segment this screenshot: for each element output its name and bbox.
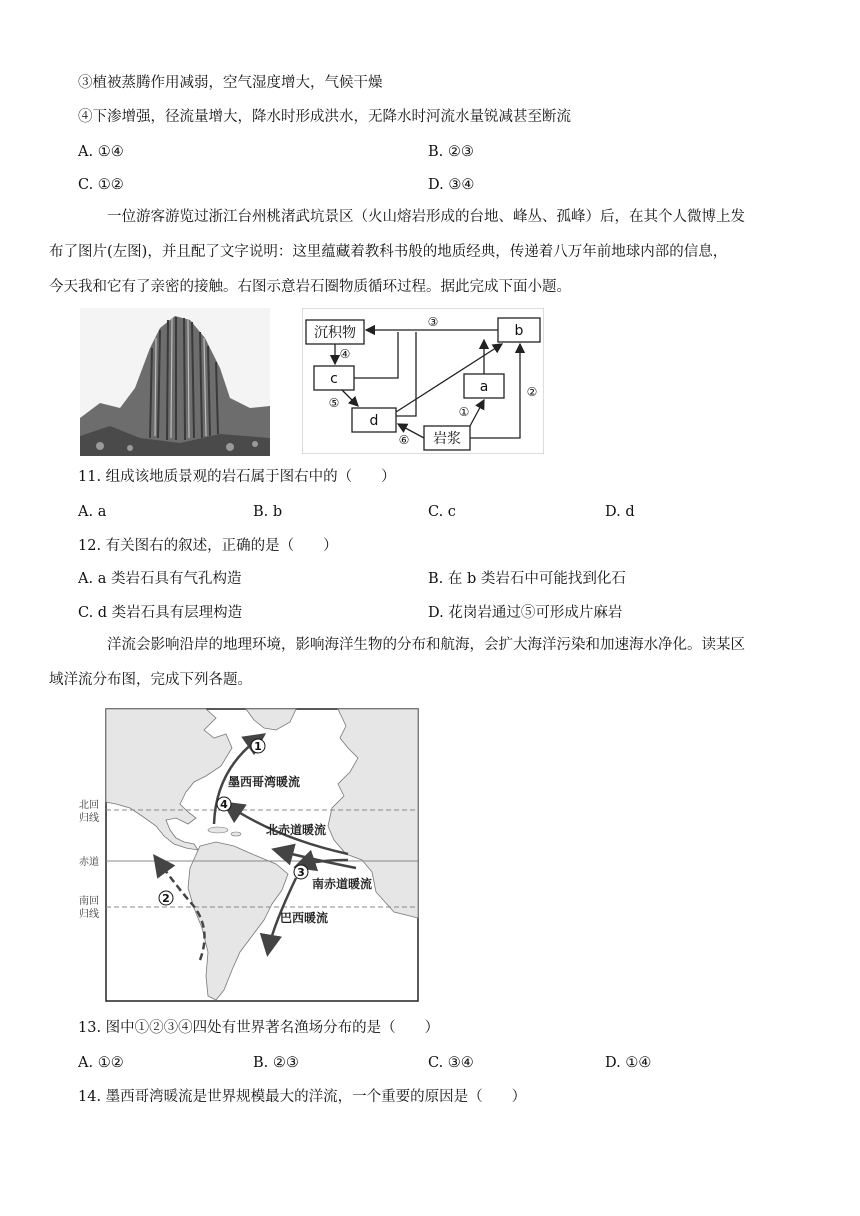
d-label: d bbox=[369, 413, 379, 429]
marker-4: 4 bbox=[220, 798, 228, 811]
statement-3: ③植被蒸腾作用减弱，空气湿度增大，气候干燥 bbox=[78, 75, 383, 91]
passage-volcanic bbox=[49, 200, 778, 305]
marker-1: 1 bbox=[254, 740, 262, 753]
q10-option-c: C. ①② bbox=[78, 177, 124, 193]
statement-4: ④下渗增强，径流量增大，降水时形成洪水，无降水时河流水量锐减甚至断流 bbox=[78, 109, 571, 125]
q12-option-d: D. 花岗岩通过⑤可形成片麻岩 bbox=[428, 605, 623, 621]
q11-option-b: B. b bbox=[253, 504, 283, 520]
q11-option-d: D. d bbox=[605, 504, 635, 520]
q11-stem: 11. 组成该地质景观的岩石属于图右中的（ ） bbox=[78, 469, 396, 485]
rock-cycle-svg bbox=[302, 308, 544, 454]
q12-option-c: C. d 类岩石具有层理构造 bbox=[78, 605, 243, 621]
brazil-current-label: 巴西暖流 bbox=[280, 911, 329, 925]
q12-stem: 12. 有关图右的叙述，正确的是（ ） bbox=[78, 538, 338, 554]
passage-currents bbox=[49, 628, 778, 698]
passage-line: 布了图片(左图)，并且配了文字说明：这里蕴藏着教科书般的地质经典，传递着八万年前地球内部的信息， bbox=[49, 244, 728, 260]
q14-stem: 14. 墨西哥湾暖流是世界规模最大的洋流，一个重要的原因是（ ） bbox=[78, 1089, 527, 1105]
q10-option-a: A. ①④ bbox=[78, 144, 124, 160]
a-label: a bbox=[479, 379, 489, 395]
equator-label: 赤道 bbox=[79, 857, 99, 868]
south-equatorial-label: 南赤道暖流 bbox=[312, 877, 373, 891]
q13-option-d: D. ①④ bbox=[605, 1055, 652, 1071]
tropic-south-label-1: 南回 bbox=[79, 896, 99, 907]
q13-option-a: A. ①② bbox=[78, 1055, 124, 1071]
passage-line: 今天我和它有了亲密的接触。右图示意岩石圈物质循环过程。据此完成下面小题。 bbox=[49, 279, 571, 295]
arrow-2-label: ② bbox=[526, 385, 538, 399]
b-label: b bbox=[514, 323, 524, 339]
marker-3: 3 bbox=[297, 866, 305, 879]
arrow-4-label: ④ bbox=[339, 347, 351, 361]
basalt-photo-drawing bbox=[80, 308, 270, 456]
tropic-north-label-2: 归线 bbox=[79, 813, 99, 824]
q10-option-b: B. ②③ bbox=[428, 144, 474, 160]
arrow-5-label: ⑤ bbox=[328, 396, 340, 410]
q13-option-c: C. ③④ bbox=[428, 1055, 474, 1071]
q13-stem: 13. 图中①②③④四处有世界著名渔场分布的是（ ） bbox=[78, 1020, 440, 1036]
rock-cycle-diagram bbox=[302, 308, 544, 458]
q11-option-c: C. c bbox=[428, 504, 456, 520]
q10-option-d: D. ③④ bbox=[428, 177, 475, 193]
marker-2: 2 bbox=[162, 892, 170, 905]
arrow-3-label: ③ bbox=[427, 315, 439, 329]
arrow-6-label: ⑥ bbox=[398, 433, 410, 447]
gulf-stream-label: 墨西哥湾暖流 bbox=[228, 775, 301, 789]
tropic-north-label-1: 北回 bbox=[79, 800, 99, 811]
q12-option-a: A. a 类岩石具有气孔构造 bbox=[78, 571, 242, 587]
basalt-column-photo bbox=[80, 308, 270, 460]
tropic-south-label-2: 归线 bbox=[79, 909, 99, 920]
passage-line: 域洋流分布图，完成下列各题。 bbox=[49, 672, 252, 688]
q13-option-b: B. ②③ bbox=[253, 1055, 299, 1071]
passage-line: 一位游客游览过浙江台州桃渚武坑景区（火山熔岩形成的台地、峰丛、孤峰）后，在其个人微博上发 bbox=[107, 209, 745, 225]
sediment-label: 沉积物 bbox=[314, 325, 356, 341]
q11-option-a: A. a bbox=[78, 504, 107, 520]
passage-line: 洋流会影响沿岸的地理环境，影响海洋生物的分布和航海，会扩大海洋污染和加速海水净化。读某区 bbox=[107, 637, 745, 653]
q12-option-b: B. 在 b 类岩石中可能找到化石 bbox=[428, 571, 626, 587]
ocean-current-map bbox=[76, 708, 421, 1008]
ocean-map-svg bbox=[76, 708, 421, 1004]
arrow-1-label: ① bbox=[458, 405, 470, 419]
north-equatorial-label: 北赤道暖流 bbox=[266, 823, 327, 837]
magma-label: 岩浆 bbox=[433, 431, 461, 447]
c-label: c bbox=[330, 371, 338, 387]
